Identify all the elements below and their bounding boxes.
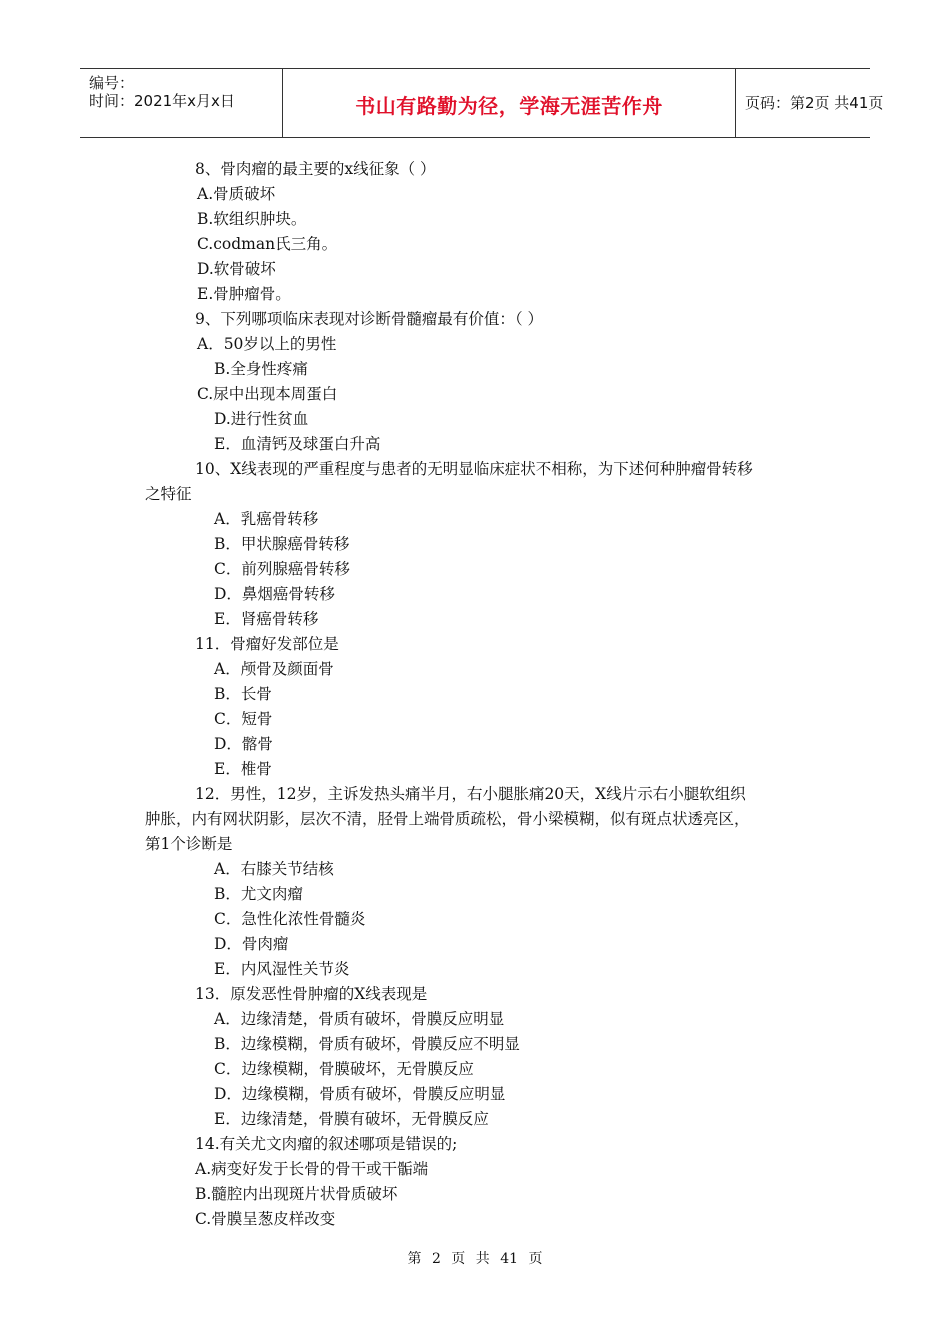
option-line: C．前列腺癌骨转移 [214, 560, 350, 578]
question-line: 11．骨瘤好发部位是 [195, 635, 339, 653]
question-line: 13．原发恶性骨肿瘤的X线表现是 [195, 985, 428, 1003]
option-line: B．边缘模糊，骨质有破坏，骨膜反应不明显 [214, 1035, 520, 1053]
question-line: 之特征 [145, 485, 192, 503]
header-middle-cell [282, 69, 736, 137]
question-line: 第1个诊断是 [145, 835, 233, 853]
option-line: B.髓腔内出现斑片状骨质破坏 [195, 1185, 398, 1203]
option-line: C.骨膜呈葱皮样改变 [195, 1210, 336, 1228]
header-left-cell [80, 69, 282, 137]
option-line: B．甲状腺癌骨转移 [214, 535, 350, 553]
option-line: B.软组织肿块。 [197, 210, 307, 228]
option-line: E.骨肿瘤骨。 [197, 285, 291, 303]
option-line: D.进行性贫血 [214, 410, 309, 428]
option-line: D．鼻烟癌骨转移 [214, 585, 335, 603]
question-line: 10、X线表现的严重程度与患者的无明显临床症状不相称，为下述何种肿瘤骨转移 [195, 460, 753, 478]
option-line: C．边缘模糊，骨膜破坏，无骨膜反应 [214, 1060, 474, 1078]
option-line: A．边缘清楚，骨质有破坏，骨膜反应明显 [214, 1010, 505, 1028]
header-motto: 书山有路勤为径，学海无涯苦作舟 [355, 94, 663, 118]
page-counter: 页码：第2页 共41页 [745, 94, 884, 112]
option-line: A．50岁以上的男性 [197, 335, 337, 353]
option-line: E．边缘清楚，骨膜有破坏，无骨膜反应 [214, 1110, 489, 1128]
option-line: A．右膝关节结核 [214, 860, 334, 878]
option-line: D．边缘模糊，骨质有破坏，骨膜反应明显 [214, 1085, 506, 1103]
serial-number-label: 编号： [89, 74, 135, 92]
option-line: C.codman氏三角。 [197, 235, 338, 253]
question-line: 8、骨肉瘤的最主要的x线征象（ ） [195, 160, 436, 178]
date-label: 时间：2021年x月x日 [89, 92, 235, 110]
option-line: E．肾癌骨转移 [214, 610, 319, 628]
option-line: A．颅骨及颜面骨 [214, 660, 334, 678]
question-line: 9、下列哪项临床表现对诊断骨髓瘤最有价值：（ ） [195, 310, 544, 328]
option-line: B.全身性疼痛 [214, 360, 308, 378]
page-footer: 第 2 页 共 41 页 [407, 1251, 543, 1267]
option-line: B．长骨 [214, 685, 272, 703]
option-line: A.骨质破坏 [197, 185, 276, 203]
option-line: D．髂骨 [214, 735, 273, 753]
option-line: C．短骨 [214, 710, 273, 728]
option-line: C．急性化浓性骨髓炎 [214, 910, 366, 928]
option-line: B．尤文肉瘤 [214, 885, 303, 903]
question-line: 肿胀，内有网状阴影，层次不清，胫骨上端骨质疏松，骨小梁模糊，似有斑点状透亮区， [145, 810, 750, 828]
option-line: E．内风湿性关节炎 [214, 960, 350, 978]
option-line: D．骨肉瘤 [214, 935, 289, 953]
option-line: D.软骨破坏 [197, 260, 276, 278]
option-line: A.病变好发于长骨的骨干或干骺端 [195, 1160, 429, 1178]
page-header [80, 68, 884, 138]
question-line: 14.有关尤文肉瘤的叙述哪项是错误的; [195, 1135, 458, 1153]
question-line: 12．男性，12岁，主诉发热头痛半月，右小腿胀痛20天，X线片示右小腿软组织 [195, 785, 746, 803]
option-line: E．椎骨 [214, 760, 272, 778]
header-right-cell [735, 69, 884, 137]
option-line: E．血清钙及球蛋白升高 [214, 435, 381, 453]
option-line: A．乳癌骨转移 [214, 510, 319, 528]
option-line: C.尿中出现本周蛋白 [197, 385, 338, 403]
